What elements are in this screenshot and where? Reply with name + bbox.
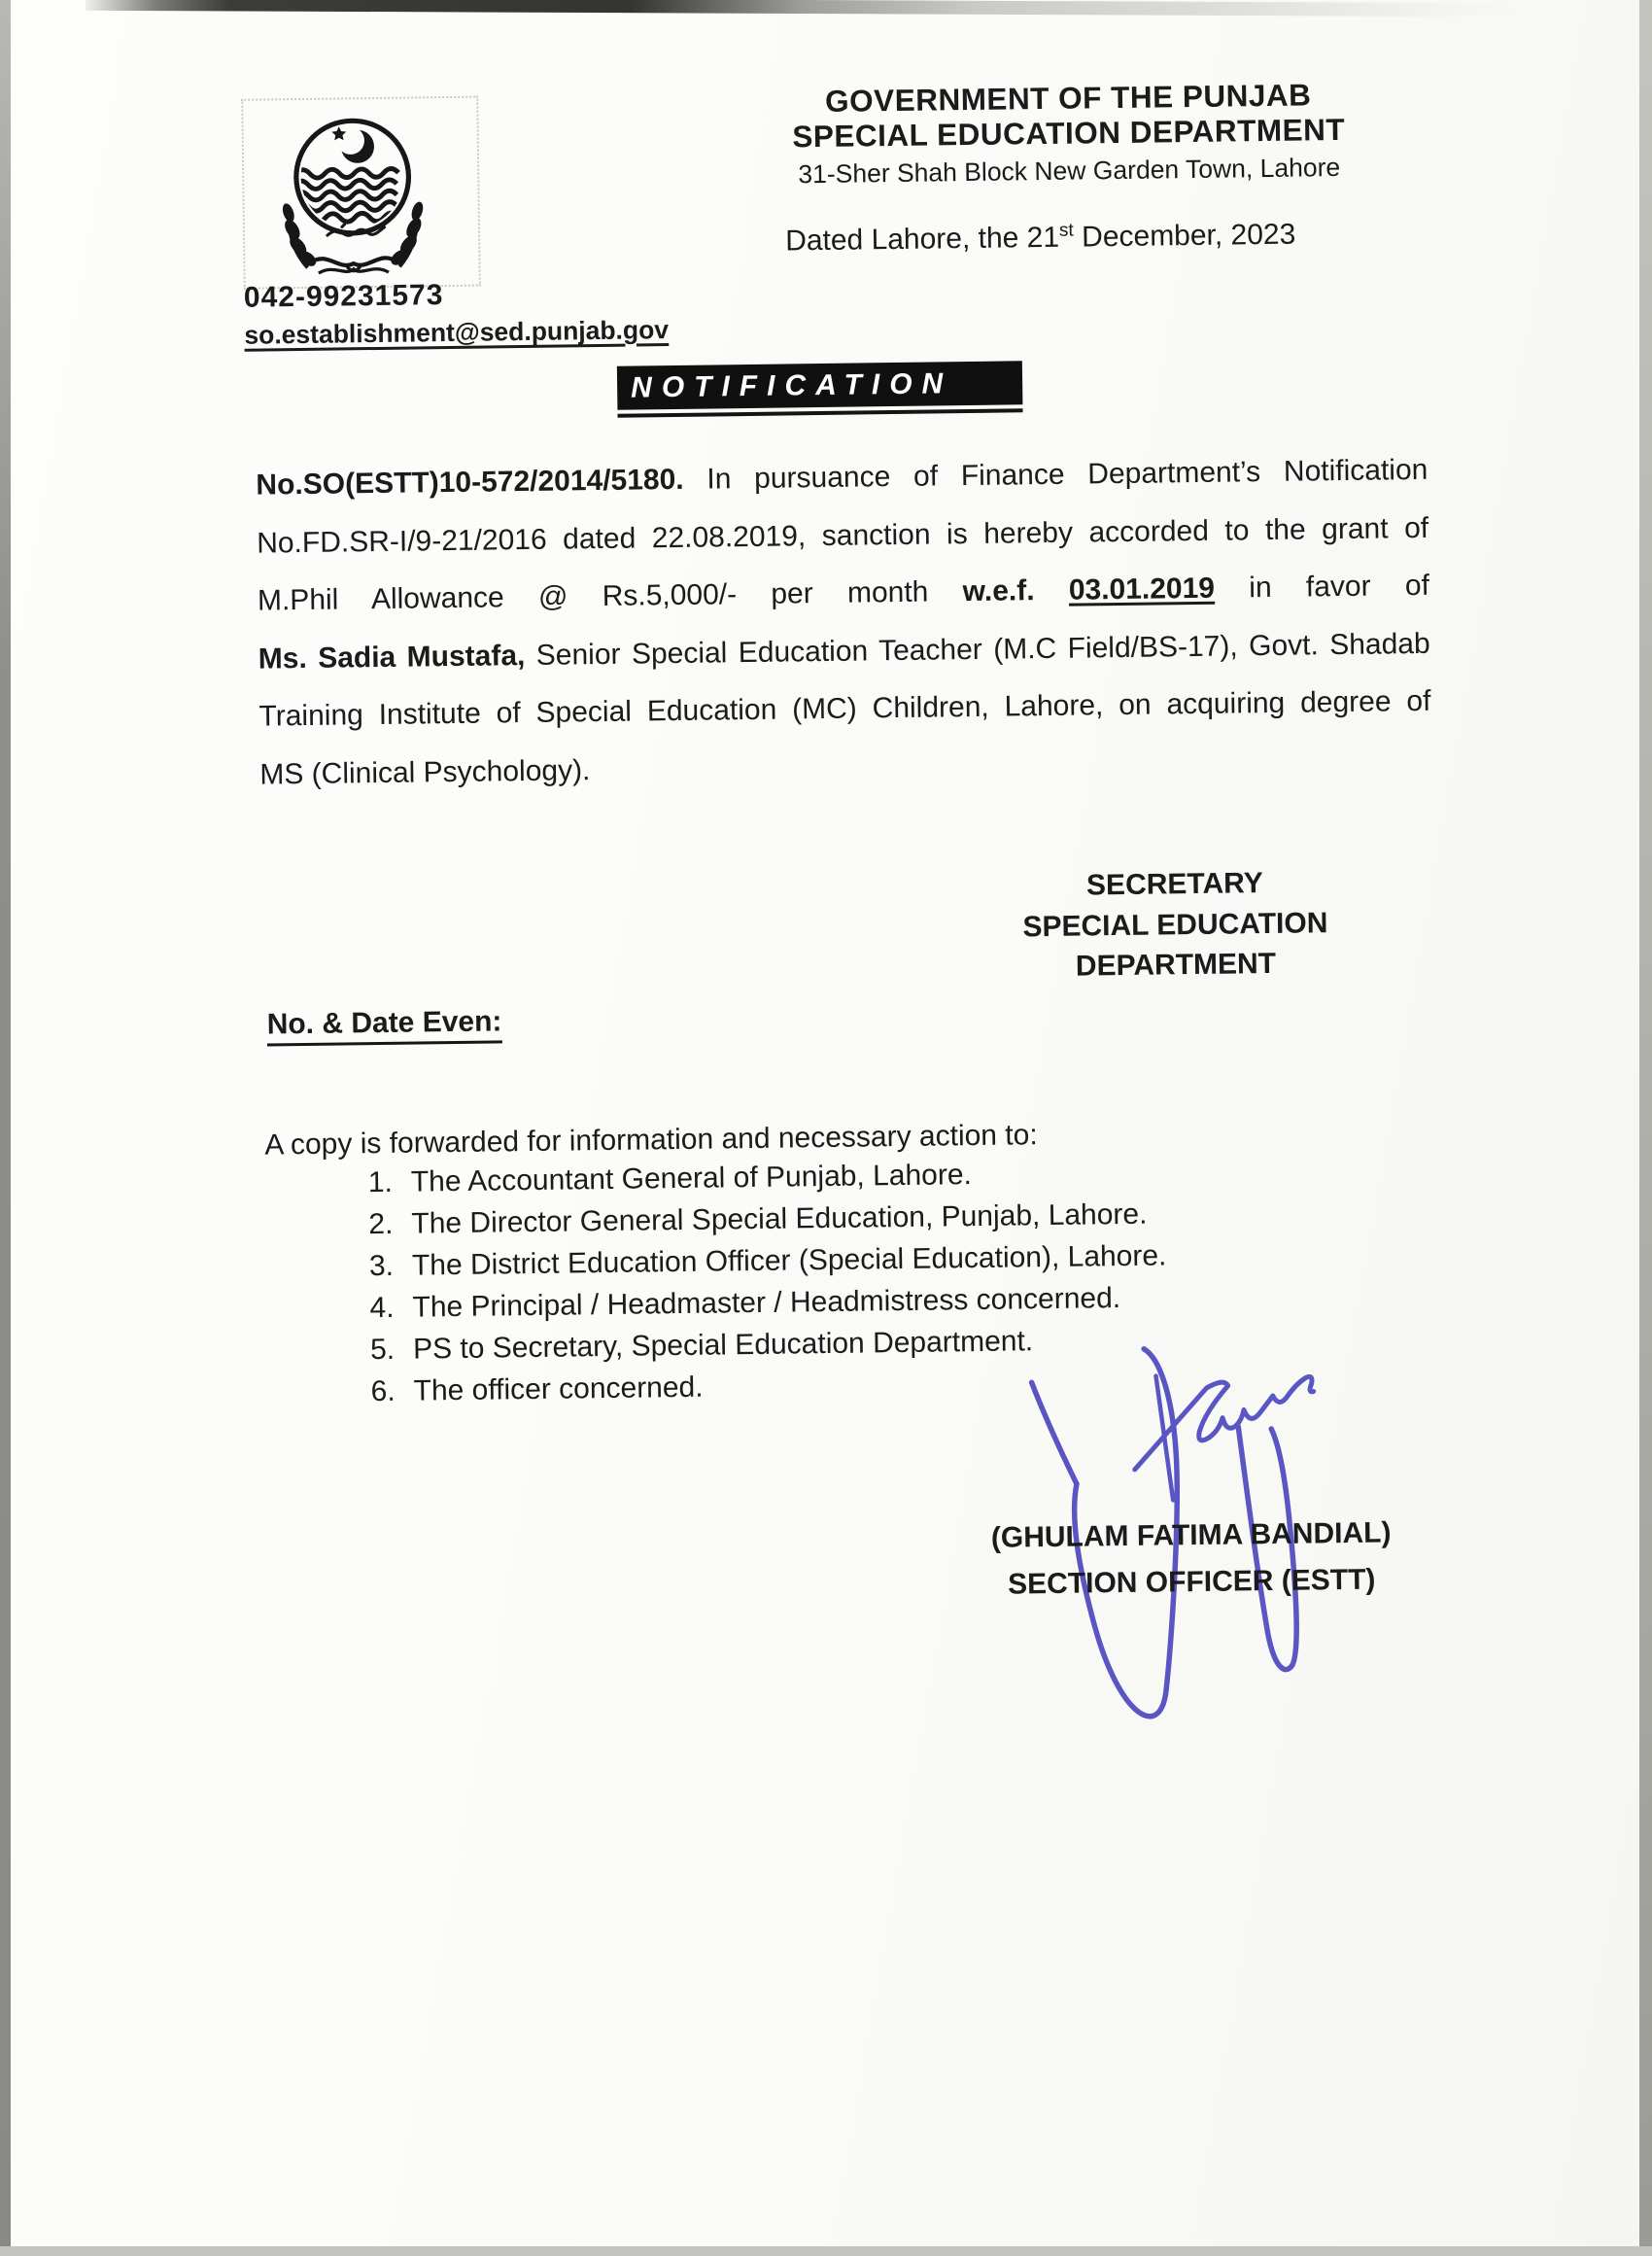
- secretary-dept-line1: SPECIAL EDUCATION: [1022, 906, 1328, 943]
- reference-number: No.SO(ESTT)10-572/2014/5180.: [256, 463, 684, 502]
- body-text: in favor of: [1249, 569, 1430, 605]
- notification-title: NOTIFICATION: [617, 361, 1023, 409]
- effective-date: 03.01.2019: [1068, 572, 1216, 607]
- officer-title: SECTION OFFICER (ESTT): [1007, 1563, 1376, 1601]
- body-line-2: No.FD.SR-I/9-21/2016 dated 22.08.2019, sanction is hereby accorded to the grant of: [256, 511, 1429, 560]
- scan-edge-left: [0, 0, 11, 2256]
- body-text: In pursuance of Finance Department’s Notification: [706, 453, 1428, 496]
- item-number: 4.: [369, 1291, 395, 1325]
- item-number: 3.: [368, 1249, 395, 1283]
- email-address: so.establishment@sed.punjab.gov: [244, 315, 670, 350]
- officer-name: (GHULAM FATIMA BANDIAL): [990, 1516, 1392, 1554]
- letterhead-header: [713, 76, 1424, 191]
- department-title: SPECIAL EDUCATION DEPARTMENT: [792, 111, 1346, 155]
- secretary-title: SECRETARY: [1085, 867, 1263, 902]
- item-text: The Accountant General of Punjab, Lahore.: [410, 1159, 973, 1198]
- wef-label: w.e.f.: [962, 574, 1035, 608]
- body-paragraph: [256, 441, 1432, 804]
- notification-banner: [617, 361, 1023, 417]
- grantee-name: Ms. Sadia Mustafa,: [258, 639, 526, 676]
- item-text: The officer concerned.: [413, 1371, 704, 1407]
- secretary-signature-block: [981, 862, 1371, 989]
- item-text: The Principal / Headmaster / Headmistress concerned.: [412, 1282, 1121, 1324]
- scan-edge-right: [1639, 0, 1652, 2256]
- item-number: 5.: [369, 1333, 396, 1367]
- date-ordinal: st: [1058, 220, 1074, 241]
- item-number: 2.: [368, 1207, 394, 1241]
- department-address: 31-Sher Shah Block New Garden Town, Lahore: [798, 152, 1341, 190]
- item-text: The Director General Special Education, Punjab, Lahore.: [411, 1197, 1148, 1240]
- body-text: Senior Special Education Teacher (M.C Field/BS-17), Govt. Shadab: [535, 627, 1430, 672]
- phone-number: 042-99231573: [243, 279, 444, 314]
- secretary-dept-line2: DEPARTMENT: [1075, 947, 1277, 983]
- crescent-star-icon: [331, 126, 374, 163]
- date-line: [785, 219, 1296, 259]
- wheat-wreath-icon: [281, 201, 425, 274]
- item-number: 6.: [370, 1374, 396, 1408]
- date-prefix: Dated Lahore, the 21: [784, 221, 1060, 258]
- distribution-heading: No. & Date Even:: [266, 1005, 501, 1046]
- body-line-5: Training Institute of Special Education (MC) Children, Lahore, on acquiring degree of: [258, 684, 1431, 733]
- distribution-intro: A copy is forwarded for information and necessary action to:: [264, 1119, 1038, 1162]
- government-title: GOVERNMENT OF THE PUNJAB: [824, 77, 1312, 119]
- body-text: M.Phil Allowance @ Rs.5,000/- per month: [257, 575, 929, 617]
- item-text: The District Education Officer (Special Education), Lahore.: [411, 1239, 1167, 1282]
- item-number: 1.: [367, 1165, 394, 1199]
- item-text: PS to Secretary, Special Education Department.: [412, 1325, 1034, 1366]
- section-officer-block: [984, 1510, 1397, 1609]
- date-suffix: December, 2023: [1073, 218, 1296, 254]
- logo-frame: [241, 96, 481, 290]
- punjab-crest-logo: [251, 102, 466, 280]
- body-line-6: MS (Clinical Psychology).: [259, 753, 591, 791]
- scan-edge-bottom: [0, 2246, 1652, 2256]
